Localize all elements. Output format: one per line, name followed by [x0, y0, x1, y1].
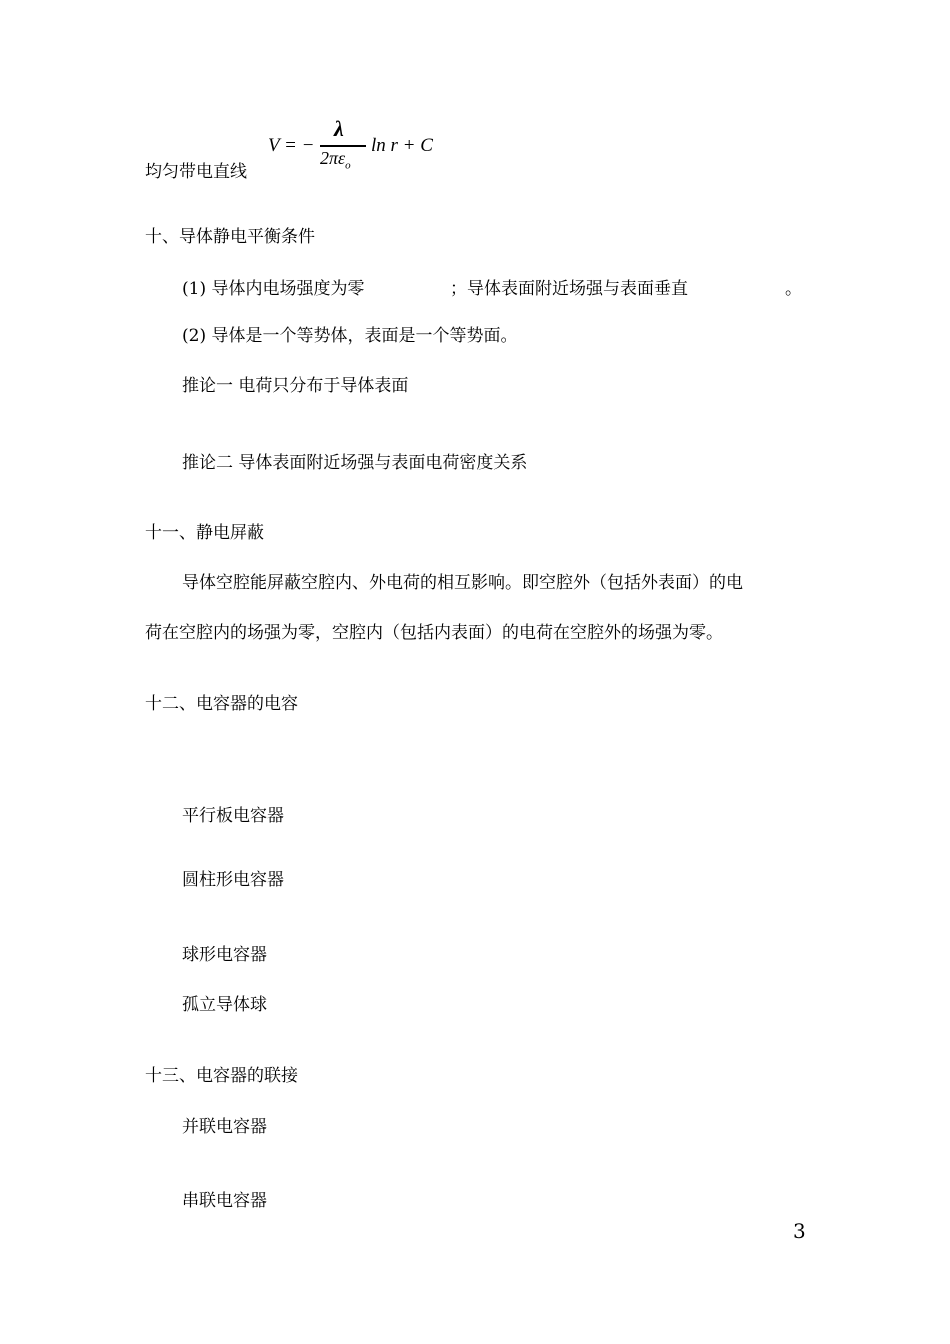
- corollary-2: 推论二 导体表面附近场强与表面电荷密度关系: [182, 453, 528, 473]
- capacitors-series: 串联电容器: [182, 1191, 267, 1211]
- condition-1-b: ；导体表面附近场强与表面垂直: [450, 279, 688, 299]
- condition-1-a: (1) 导体内电场强度为零: [182, 279, 365, 299]
- heading-12: 十二、电容器的电容: [145, 694, 298, 714]
- formula-fraction: [320, 116, 366, 174]
- shielding-paragraph-line-1: 导体空腔能屏蔽空腔内、外电荷的相互影响。即空腔外（包括外表面）的电: [182, 573, 743, 593]
- shielding-paragraph-line-2: 荷在空腔内的场强为零，空腔内（包括内表面）的电荷在空腔外的场强为零。: [145, 623, 723, 643]
- formula-lhs: V = −: [268, 135, 315, 156]
- formula-denominator: $2\pi\varepsilon_o$: [320, 148, 351, 172]
- uniform-line-label: 均匀带电直线: [145, 162, 247, 182]
- line-charge-potential-formula: [268, 116, 448, 176]
- capacitor-cylindrical: 圆柱形电容器: [182, 870, 284, 890]
- isolated-conductor-sphere: 孤立导体球: [182, 995, 267, 1015]
- formula-rhs: ln r + C: [371, 135, 433, 156]
- corollary-1: 推论一 电荷只分布于导体表面: [182, 376, 409, 396]
- capacitors-parallel: 并联电容器: [182, 1117, 267, 1137]
- capacitor-parallel-plate: 平行板电容器: [182, 806, 284, 826]
- condition-1-c: 。: [785, 279, 802, 299]
- fraction-bar: [320, 145, 366, 147]
- condition-2: (2) 导体是一个等势体，表面是一个等势面。: [182, 326, 518, 346]
- formula-numerator: λ: [334, 116, 344, 141]
- heading-13: 十三、电容器的联接: [145, 1066, 298, 1086]
- page-number: 3: [793, 1219, 806, 1243]
- heading-10: 十、导体静电平衡条件: [145, 227, 315, 247]
- capacitor-spherical: 球形电容器: [182, 945, 267, 965]
- heading-11: 十一、静电屏蔽: [145, 523, 264, 543]
